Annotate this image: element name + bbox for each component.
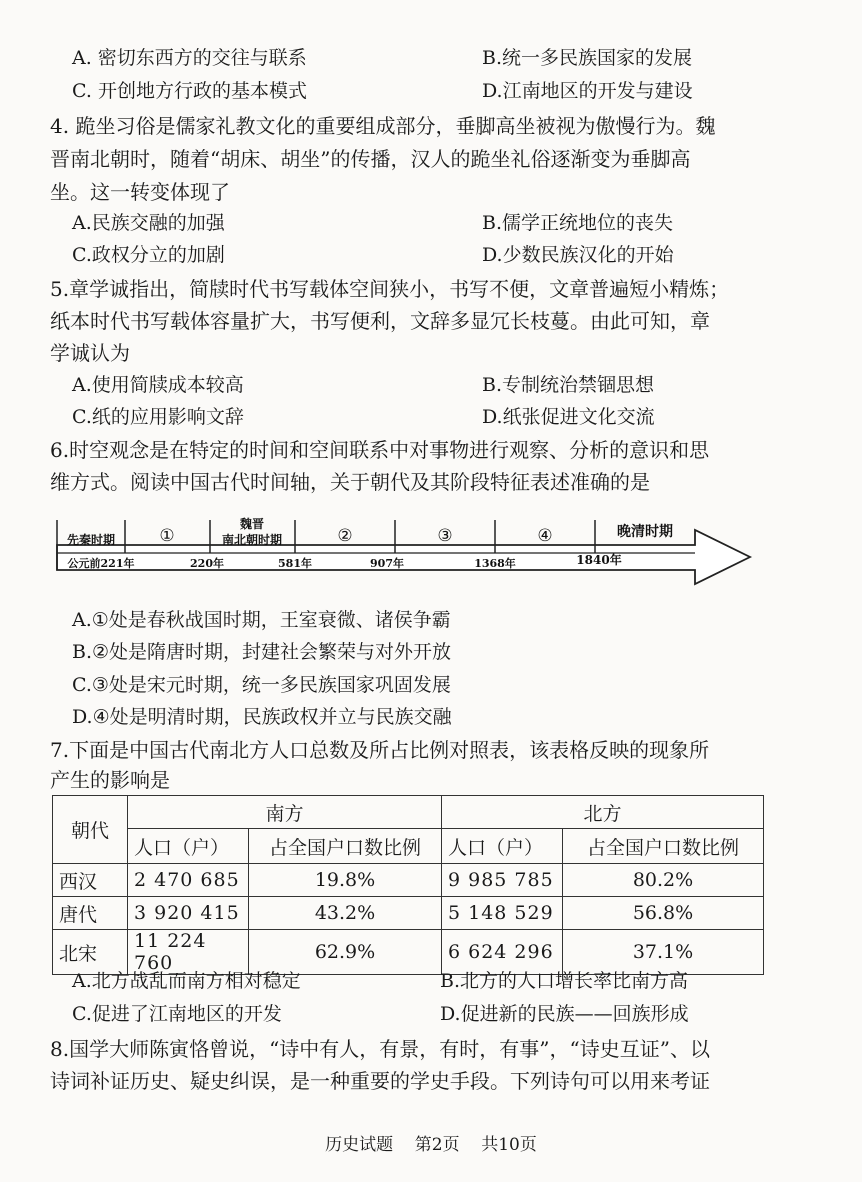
cell-north-pop: 9 985 785	[442, 864, 563, 897]
population-table	[52, 795, 764, 975]
cell-south-pop: 3 920 415	[128, 897, 249, 930]
cell-dynasty: 西汉	[53, 864, 128, 897]
q5-option-d[interactable]: D.纸张促进文化交流	[482, 406, 655, 428]
q6-option-c[interactable]: C.③处是宋元时期，统一多民族国家巩固发展	[72, 674, 451, 696]
year-220: 220年	[190, 557, 224, 570]
q8-stem-line-1: 8.国学大师陈寅恪曾说，“诗中有人，有景，有时，有事”，“诗史互证”、以	[50, 1037, 710, 1061]
header-north: 北方	[442, 796, 764, 829]
q3-option-b[interactable]: B.统一多民族国家的发展	[482, 47, 693, 69]
q4-stem-line-2: 晋南北朝时，随着“胡床、胡坐”的传播，汉人的跪坐礼俗逐渐变为垂脚高	[50, 147, 691, 171]
period-nanbeichao: 南北朝时期	[221, 533, 283, 547]
q8-stem-line-2: 诗词补证历史、疑史纠误，是一种重要的学史手段。下列诗句可以用来考证	[50, 1069, 710, 1093]
q5-stem-line-3: 学诚认为	[50, 341, 130, 365]
q6-stem-line-1: 6.时空观念是在特定的时间和空间联系中对事物进行观察、分析的意识和思	[50, 438, 710, 462]
cell-south-ratio: 43.2%	[249, 897, 442, 930]
cell-south-ratio: 62.9%	[249, 930, 442, 975]
q7-option-c[interactable]: C.促进了江南地区的开发	[72, 1003, 282, 1025]
period-late-qing: 晚清时期	[617, 524, 673, 540]
subheader-south-ratio: 占全国户口数比例	[249, 829, 442, 864]
cell-north-ratio: 80.2%	[563, 864, 764, 897]
period-pre-qin: 先秦时期	[66, 533, 116, 547]
page-footer: 历史试题 第2页 共10页	[325, 1135, 537, 1155]
year-1840: 1840年	[576, 553, 622, 567]
q4-stem-line-3: 坐。这一转变体现了	[50, 180, 230, 204]
timeline-diagram	[55, 510, 755, 600]
subheader-north-pop: 人口（户）	[442, 829, 563, 864]
q6-stem-line-2: 维方式。阅读中国古代时间轴，关于朝代及其阶段特征表述准确的是	[50, 470, 650, 494]
q6-option-d[interactable]: D.④处是明清时期，民族政权并立与民族交融	[72, 706, 452, 728]
q7-option-d[interactable]: D.促进新的民族——回族形成	[440, 1003, 689, 1025]
q7-option-a[interactable]: A.北方战乱而南方相对稳定	[72, 970, 301, 992]
header-south: 南方	[128, 796, 442, 829]
cell-dynasty: 唐代	[53, 897, 128, 930]
period-1: ①	[159, 526, 175, 546]
q4-option-a[interactable]: A.民族交融的加强	[72, 212, 225, 234]
period-2: ②	[337, 526, 353, 546]
q3-option-a[interactable]: A. 密切东西方的交往与联系	[72, 47, 307, 69]
subheader-north-ratio: 占全国户口数比例	[563, 829, 764, 864]
q5-stem-line-2: 纸本时代书写载体容量扩大，书写便利，文辞多显冗长枝蔓。由此可知，章	[50, 309, 710, 333]
year-221bc: 公元前221年	[67, 557, 135, 570]
table-row	[53, 864, 764, 897]
q6-option-b[interactable]: B.②处是隋唐时期，封建社会繁荣与对外开放	[72, 641, 452, 663]
q7-stem-line-2: 产生的影响是	[50, 768, 170, 792]
q5-stem-line-1: 5.章学诚指出，简牍时代书写载体空间狭小，书写不便，文章普遍短小精炼；	[50, 277, 730, 301]
q7-stem-line-1: 7.下面是中国古代南北方人口总数及所占比例对照表，该表格反映的现象所	[50, 738, 710, 762]
cell-south-ratio: 19.8%	[249, 864, 442, 897]
q6-option-a[interactable]: A.①处是春秋战国时期，王室衰微、诸侯争霸	[72, 609, 451, 631]
subheader-south-pop: 人口（户）	[128, 829, 249, 864]
q3-option-d[interactable]: D.江南地区的开发与建设	[482, 80, 693, 102]
q4-option-c[interactable]: C.政权分立的加剧	[72, 244, 225, 266]
year-1368: 1368年	[474, 557, 516, 570]
year-907: 907年	[370, 557, 404, 570]
cell-south-pop: 11 224 760	[128, 930, 249, 975]
cell-north-ratio: 56.8%	[563, 897, 764, 930]
period-3: ③	[437, 526, 453, 546]
period-weijin: 魏晋	[239, 517, 265, 531]
cell-north-ratio: 37.1%	[563, 930, 764, 975]
cell-north-pop: 5 148 529	[442, 897, 563, 930]
q4-option-d[interactable]: D.少数民族汉化的开始	[482, 244, 674, 266]
table-row	[53, 897, 764, 930]
cell-south-pop: 2 470 685	[128, 864, 249, 897]
header-dynasty: 朝代	[53, 796, 128, 864]
q5-option-c[interactable]: C.纸的应用影响文辞	[72, 406, 244, 428]
cell-dynasty: 北宋	[53, 930, 128, 975]
q4-option-b[interactable]: B.儒学正统地位的丧失	[482, 212, 674, 234]
q4-stem-line-1: 4. 跪坐习俗是儒家礼教文化的重要组成部分，垂脚高坐被视为傲慢行为。魏	[50, 114, 716, 138]
year-581: 581年	[278, 557, 312, 570]
q5-option-a[interactable]: A.使用简牍成本较高	[72, 374, 244, 396]
period-4: ④	[537, 526, 553, 546]
q7-option-b[interactable]: B.北方的人口增长率比南方高	[440, 970, 689, 992]
q5-option-b[interactable]: B.专制统治禁锢思想	[482, 374, 655, 396]
cell-north-pop: 6 624 296	[442, 930, 563, 975]
q3-option-c[interactable]: C. 开创地方行政的基本模式	[72, 80, 307, 102]
